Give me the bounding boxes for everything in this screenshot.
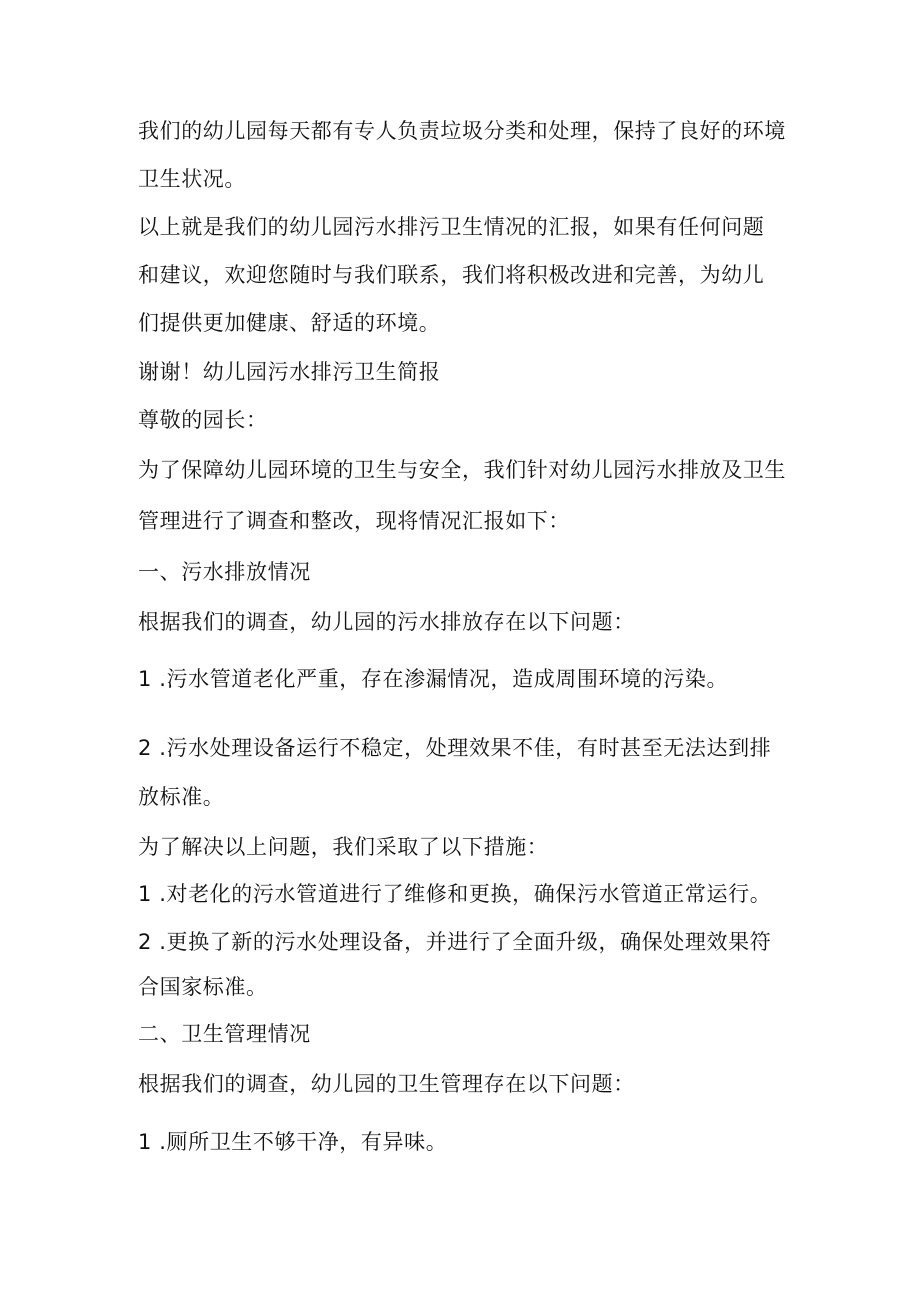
- paragraph-line: 以上就是我们的幼儿园污水排污卫生情况的汇报，如果有任何问题: [138, 215, 765, 239]
- paragraph-line: 为了解决以上问题，我们采取了以下措施：: [138, 835, 549, 859]
- paragraph-line: 我们的幼儿园每天都有专人负责垃圾分类和处理，保持了良好的环境: [138, 119, 786, 143]
- paragraph-line: 根据我们的调查，幼儿园的卫生管理存在以下问题：: [138, 1072, 635, 1096]
- paragraph-line: 们提供更加健康、舒适的环境。: [138, 311, 441, 335]
- list-item: 1 .污水管道老化严重，存在渗漏情况，造成周围环境的污染。: [138, 667, 729, 691]
- paragraph-line: 尊敬的园长：: [138, 408, 268, 432]
- paragraph-line: 为了保障幼儿园环境的卫生与安全，我们针对幼儿园污水排放及卫生: [138, 458, 786, 482]
- list-item: 1 .对老化的污水管道进行了维修和更换，确保污水管道正常运行。: [138, 882, 772, 906]
- section-heading: 二、卫生管理情况: [138, 1022, 311, 1046]
- list-item: 1 .厕所卫生不够干净，有异味。: [138, 1130, 448, 1154]
- paragraph-line: 放标准。: [138, 785, 225, 809]
- list-item: 2 .污水处理设备运行不稳定，处理效果不佳，有时甚至无法达到排: [138, 736, 772, 760]
- paragraph-line: 管理进行了调查和整改，现将情况汇报如下：: [138, 509, 570, 533]
- section-heading: 一、污水排放情况: [138, 560, 311, 584]
- list-item: 2 .更换了新的污水处理设备，并进行了全面升级，确保处理效果符: [138, 930, 772, 954]
- paragraph-line: 和建议，欢迎您随时与我们联系，我们将积极改进和完善，为幼儿: [138, 263, 765, 287]
- paragraph-line: 合国家标准。: [138, 975, 268, 999]
- paragraph-line: 卫生状况。: [138, 167, 246, 191]
- paragraph-line: 根据我们的调查，幼儿园的污水排放存在以下问题：: [138, 610, 635, 634]
- paragraph-line: 谢谢！幼儿园污水排污卫生简报: [138, 360, 441, 384]
